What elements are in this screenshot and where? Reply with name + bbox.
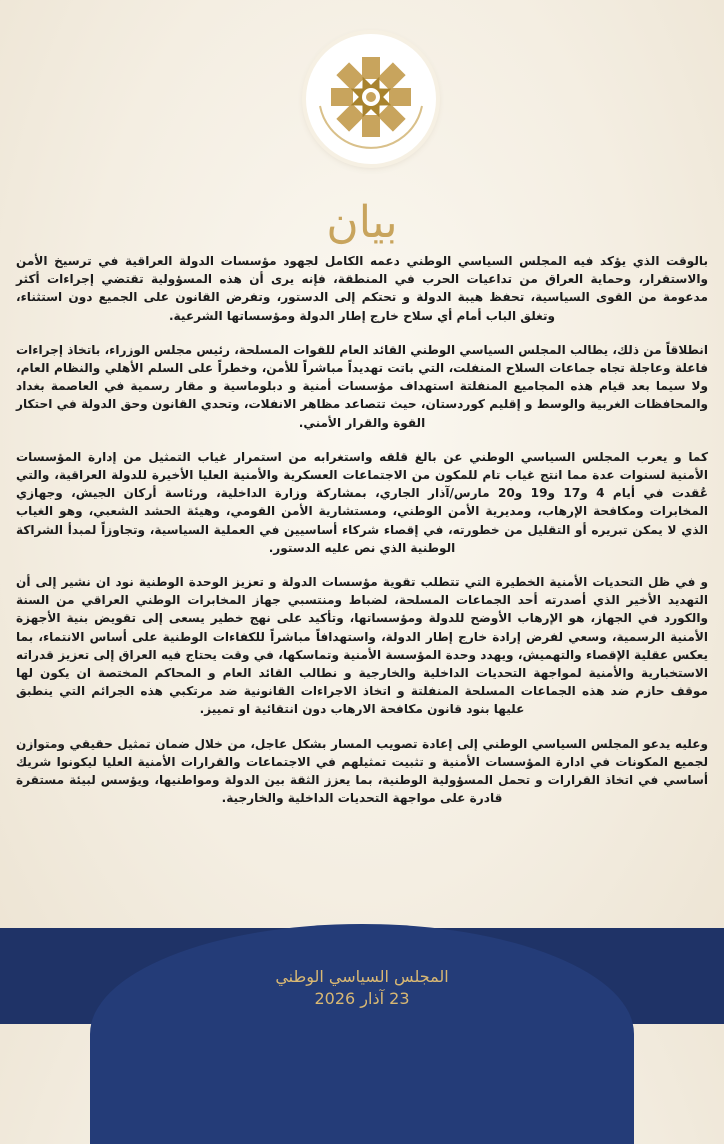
- paragraph: وعليه يدعو المجلس السياسي الوطني إلى إعادة تصويب المسار بشكل عاجل، من خلال ضمان تمثيل حقيقي ومتوازن لجميع المكونات في ادارة المؤسسات الأمنية و تثبيت تمثيلهم في الاجتماعات والقرارات الأمنية العليا ليكونوا شريك أساسي في اتخاذ القرارات و تحمل المسؤولية الوطنية، بما يعزز الثقة بين الدولة ومواطنيها، ويؤسس لبيئة مستقرة قادرة على مواجهة التحديات الداخلية والخارجية.: [16, 736, 708, 806]
- paragraph: انطلاقاً من ذلك، يطالب المجلس السياسي الوطني القائد العام للقوات المسلحة، رئيس مجلس الوزراء، باتخاذ إجراءات فاعلة وعاجلة تجاه جماعات السلاح المنفلت، التي باتت تهديداً مباشراً للأمن، وخطراً على السلم الأهلي والنظام العام، ولا سيما بعد قيام هذه المجاميع المنفلتة استهداف مؤسسات أمنية و دبلوماسية و مقار رسمية في العاصمة بغداد والمحافظات الغربية والوسط و إقليم كوردستان، حيث تتصاعد مظاهر الانفلات، وتحدي القانون وحق الدولة في احتكار القوة والقرار الأمني.: [16, 342, 708, 430]
- statement-title: بيان: [326, 197, 398, 248]
- footer-organization: المجلس السياسي الوطني: [275, 967, 449, 986]
- footer-band: [0, 928, 724, 1024]
- footer-arc: [90, 924, 634, 1144]
- star-emblem-icon: [306, 34, 436, 164]
- footer-signature: [0, 966, 724, 1010]
- footer-date: 23 آذار 2026: [314, 989, 410, 1008]
- statement-body: [16, 252, 708, 823]
- paragraph: و في ظل التحديات الأمنية الخطيرة التي تتطلب تقوية مؤسسات الدولة و تعزيز الوحدة الوطنية نود ان نشير إلى أن التهديد الأخير الذي أصدرته أحد الجماعات المسلحة، لضباط ومنتسبي جهاز المخابرات الوطني العراقي من السنة والكورد في الجهاز، هو الإرهاب الأوضح للدولة ومؤسساتها، وتأكيد على نهج خطير يسعى إلى تقويض بنية الأجهزة الأمنية الرسمية، وسعي لفرض إرادة خارج إطار الدولة، واستهدافاً مباشراً للكفاءات الوطنية على أساس الانتماء، بما يعكس عقلية الإقصاء والتهميش، ويهدد وحدة المؤسسة الأمنية وتماسكها، في وقت يحتاج فيه العراق إلى تعزيز قدراته الاستخبارية والأمنية لمواجهة التحديات الداخلية والخارجية و نطالب القائد العام و المحاكم المختصة ان يكون لها موقف حازم ضد هذه الجماعات المسلحة المنفلتة و اتخاذ الاجراءات القانونية ضد مرتكبي هذه الجرائم التي ينطبق عليها بنود قانون مكافحة الارهاب دون انتقائية او تمييز.: [16, 575, 708, 717]
- council-logo: [306, 34, 436, 164]
- paragraph: بالوقت الذي يؤكد فيه المجلس السياسي الوطني دعمه الكامل لجهود مؤسسات الدولة العراقية في ترسيخ الأمن والاستقرار، وحماية العراق من تداعيات الحرب في المنطقة، فإنه يرى أن هذه المسؤولية تقتضي إجراءات أكثر مدعومة من القوى السياسية، تحفظ هيبة الدولة و تحتكم إلى الدستور، وتفرض القانون على الجميع دون استثناء، وتغلق الباب أمام أي سلاح خارج إطار الدولة ومؤسساتها الشرعية.: [16, 254, 708, 323]
- paragraph: كما و يعرب المجلس السياسي الوطني عن بالغ قلقه واستغرابه من استمرار غياب التمثيل من إدارة المؤسسات الأمنية لسنوات عدة مما انتج غياب تام للمكون من الاجتماعات العسكرية والأمنية العليا الأخيرة للدولة العراقية، والتي عُقدت في أيام 4 و17 و19 و20 مارس/آذار الجاري، بمشاركة وزارة الداخلية، ورئاسة أركان الجيش، وجهازي المخابرات ومكافحة الإرهاب، ومديرية الأمن الوطني، ومستشارية الأمن القومي، وهيئة الحشد الشعبي، وهو الغياب الذي لا يمكن تبريره أو التقليل من خطورته، في إقصاء شركاء أساسيين في العملية السياسية، وتجاوزاً لمبدأ الشراكة الوطنية الذي نص عليه الدستور.: [16, 449, 709, 555]
